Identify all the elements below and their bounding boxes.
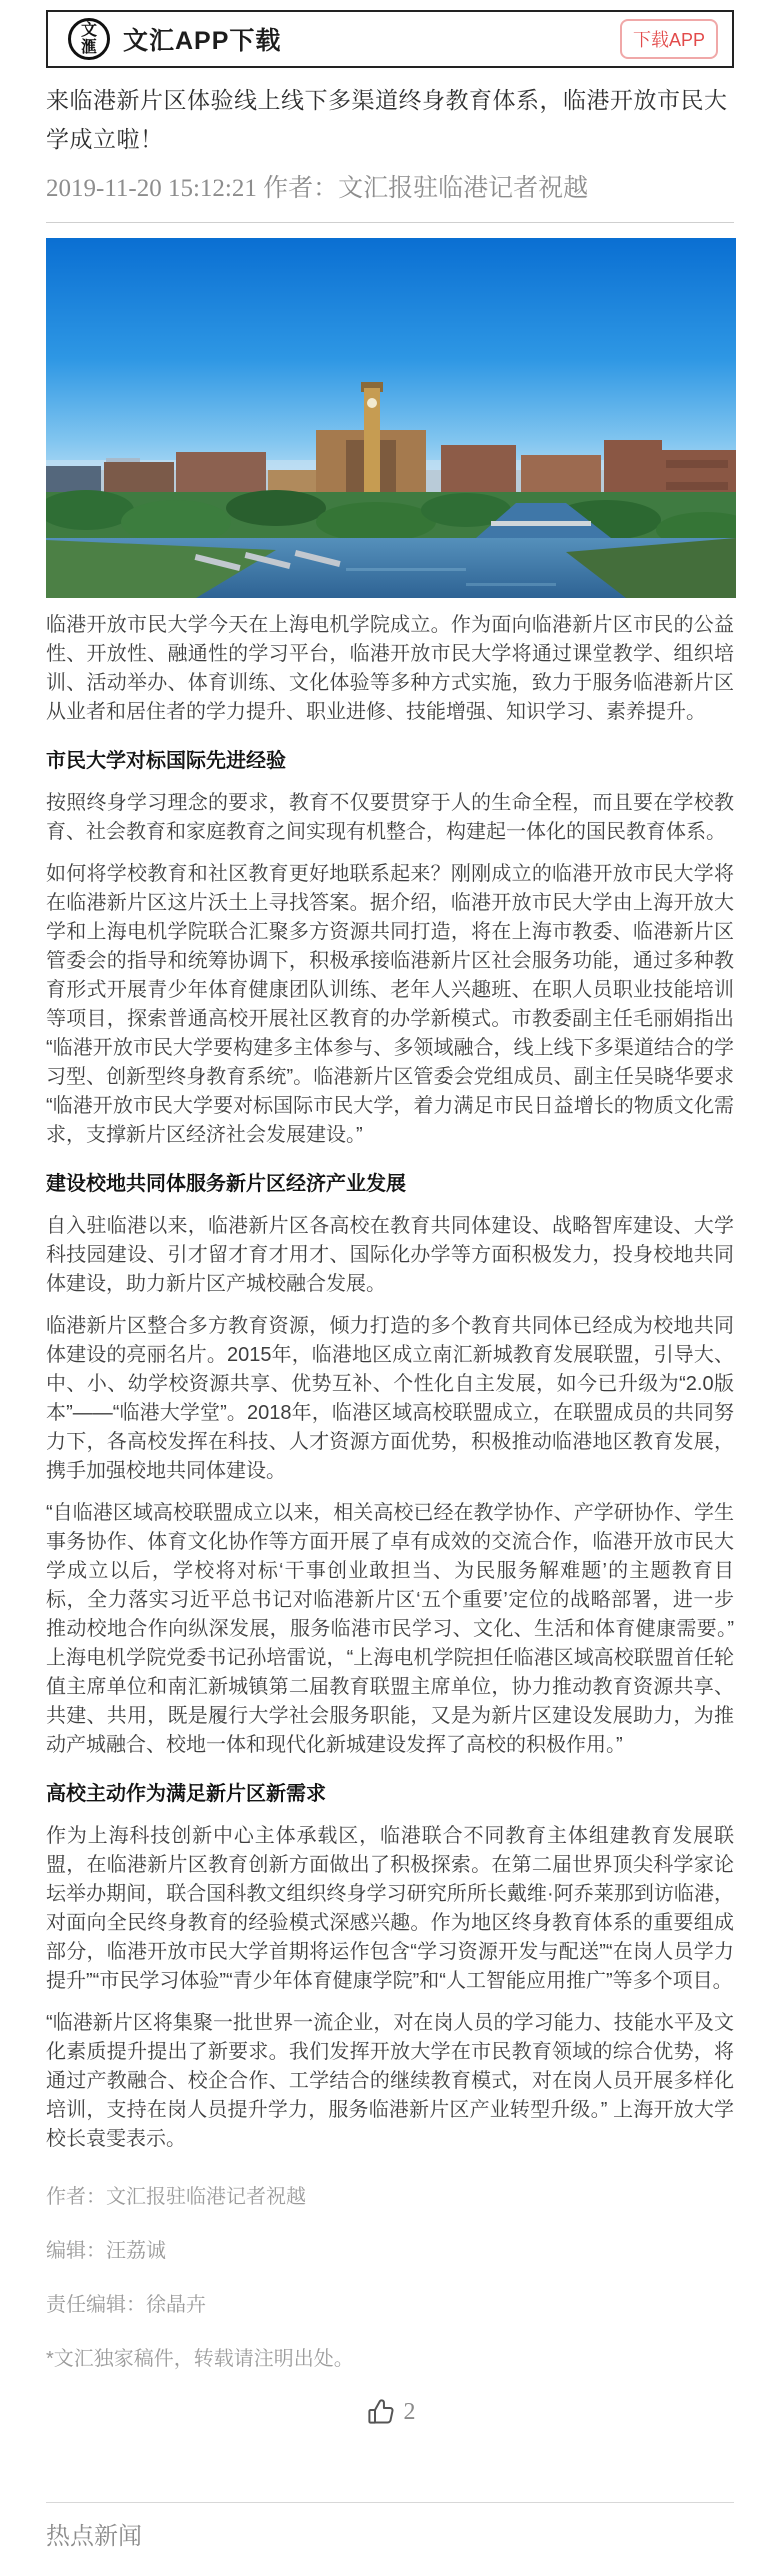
wenhui-logo-icon [68,18,110,60]
article-title: 来临港新片区体验线上线下多渠道终身教育体系，临港开放市民大学成立啦！ [46,87,728,152]
article-paragraph: 作为上海科技创新中心主体承载区，临港联合不同教育主体组建教育发展联盟，在临港新片区教育创新方面做出了积极探索。在第二届世界顶尖科学家论坛举办期间，联合国科教文组织终身学习研究所所长戴维·阿乔莱那到访临港，对面向全民终身教育的经验模式深感兴趣。作为地区终身教育体系的重要组成部分，临港开放市民大学首期将运作包含“学习资源开发与配送”“在岗人员学力提升”“市民学习体验”“青少年体育健康学院”和“人工智能应用推广”等多个项目。 [46,1825,734,1992]
byline-duty-editor: 责任编辑：徐晶卉 [46,2294,206,2316]
hot-news-title: 热点新闻 [46,2523,142,2550]
section-heading: 建设校地共同体服务新片区经济产业发展 [46,1173,406,1195]
article-paragraph: “临港新片区将集聚一批世界一流企业，对在岗人员的学习能力、技能水平及文化素质提升提出了新要求。我们发挥开放大学在市民教育领域的综合优势，将通过产教融合、校企合作、工学结合的继续教育模式，对在岗人员开展多样化培训，支持在岗人员提升学力，服务临港新片区产业转型升级。” 上海开放大学校长袁雯表示。 [46,2012,734,2150]
article-paragraph: 临港开放市民大学今天在上海电机学院成立。作为面向临港新片区市民的公益性、开放性、融通性的学习平台，临港开放市民大学将通过课堂教学、组织培训、活动举办、体育训练、文化体验等多种方式实施，致力于服务临港新片区从业者和居住者的学力提升、职业进修、技能增强、知识学习、素养提升。 [46,614,734,723]
thumbs-up-icon[interactable] [365,2396,397,2428]
download-app-button[interactable]: 下载APP [620,19,718,59]
article-paragraph: “自临港区域高校联盟成立以来，相关高校已经在教学协作、产学研协作、学生事务协作、体育文化协作等方面开展了卓有成效的交流合作，临港开放市民大学成立以后，学校将对标‘干事创业敢担当、为民服务解难题’的主题教育目标，全力落实习近平总书记对临港新片区‘五个重要’定位的战略部署，进一步推动校地合作向纵深发展，服务临港市民学习、文化、生活和体育健康需要。”上海电机学院党委书记孙培雷说，“上海电机学院担任临港区域高校联盟首任轮值主席单位和南汇新城镇第二届教育联盟主席单位，协力推动教育资源共享、共建、共用，既是履行大学社会服务职能，又是为新片区建设发展助力，为推动产城融合、校地一体和现代化新城建设发挥了高校的积极作用。” [46,1502,734,1756]
like-count: 2 [403,2398,416,2425]
app-banner-title: 文汇APP下载 [123,27,282,55]
article-page [0,10,780,2550]
app-download-banner [46,10,734,68]
logo-char-top: 文 [80,22,97,39]
like-row [46,2396,734,2428]
byline-editor: 编辑：汪荔诚 [46,2240,166,2262]
article-body [46,611,734,2154]
article-paragraph: 自入驻临港以来，临港新片区各高校在教育共同体建设、战略智库建设、大学科技园建设、引才留才育才用才、国际化办学等方面积极发力，投身校地共同体建设，助力新片区产城校融合发展。 [46,1215,734,1295]
hot-news-divider [46,2502,734,2503]
byline-block [46,2180,734,2371]
article-paragraph: 如何将学校教育和社区教育更好地联系起来？刚刚成立的临港开放市民大学将在临港新片区这片沃土上寻找答案。据介绍，临港开放市民大学由上海开放大学和上海电机学院联合汇聚多方资源共同打造，将在上海市教委、临港新片区管委会的指导和统筹协调下，积极承接临港新片区社会服务功能，通过多种教育形式开展青少年体育健康团队训练、老年人兴趣班、在职人员职业技能培训等项目，探索普通高校开展社区教育的办学新模式。市教委副主任毛丽娟指出“临港开放市民大学要构建多主体参与、多领域融合，线上线下多渠道结合的学习型、创新型终身教育系统”。临港新片区管委会党组成员、副主任吴晓华要求“临港开放市民大学要对标国际市民大学，着力满足市民日益增长的物质文化需求，支撑新片区经济社会发展建设。” [46,863,734,1146]
article-meta: 2019-11-20 15:12:21 作者：文汇报驻临港记者祝越 [46,175,589,202]
copyright-notice: *文汇独家稿件，转载请注明出处。 [46,2348,354,2370]
section-heading: 高校主动作为满足新片区新需求 [46,1783,326,1805]
logo-char-bottom: 滙 [80,39,97,56]
meta-divider [46,222,734,223]
campus-aerial-photo [46,238,736,598]
hot-news-section [46,2502,734,2551]
article-paragraph: 临港新片区整合多方教育资源，倾力打造的多个教育共同体已经成为校地共同体建设的亮丽名片。2015年，临港地区成立南汇新城教育发展联盟，引导大、中、小、幼学校资源共享、优势互补、个性化自主发展，如今已升级为“2.0版本”——“临港大学堂”。2018年，临港区域高校联盟成立，在联盟成员的共同努力下，各高校发挥在科技、人才资源方面优势，积极推动临港地区教育发展，携手加强校地共同体建设。 [46,1315,734,1482]
article-paragraph: 按照终身学习理念的要求，教育不仅要贯穿于人的生命全程，而且要在学校教育、社会教育和家庭教育之间实现有机整合，构建起一体化的国民教育体系。 [46,792,734,843]
section-heading: 市民大学对标国际先进经验 [46,750,286,772]
byline-author: 作者：文汇报驻临港记者祝越 [46,2186,306,2208]
article-hero-photo [46,238,734,598]
